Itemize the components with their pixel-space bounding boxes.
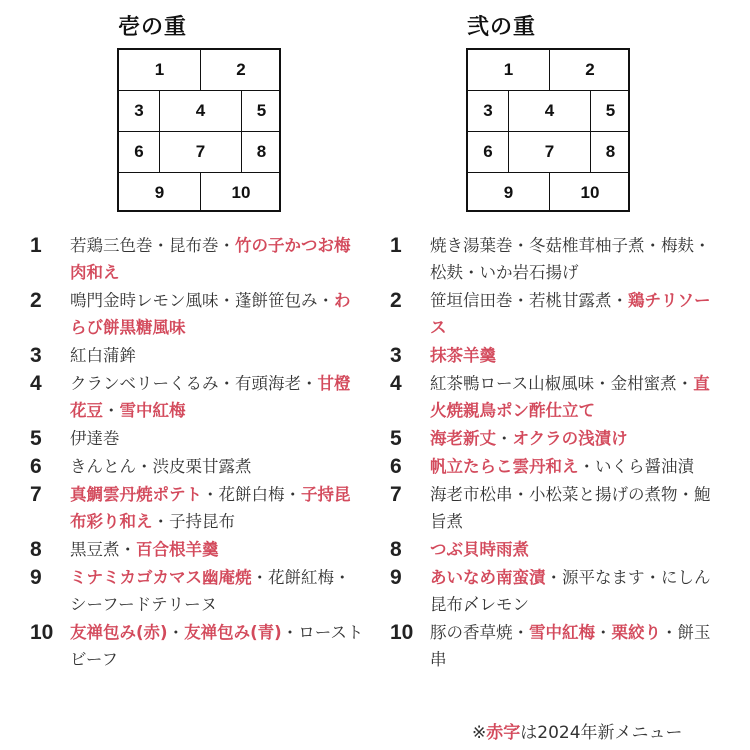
menu-item bbox=[30, 536, 365, 563]
item-number: 6 bbox=[30, 455, 42, 478]
item-number: 8 bbox=[390, 538, 402, 561]
menu-item bbox=[30, 342, 365, 369]
grid-cell-8: 8 bbox=[591, 132, 630, 173]
menu-item bbox=[390, 342, 725, 369]
new-dish-text: 子持昆布彩り和え bbox=[70, 485, 351, 531]
new-dish-text: 友禅包み(青) bbox=[184, 623, 282, 642]
new-dish-text: 甘橙花豆 bbox=[70, 374, 351, 420]
dish-text: 紅茶鴨ロース山椒風味・金柑蜜煮・ bbox=[430, 374, 694, 393]
dish-text: ・ bbox=[496, 429, 513, 448]
grid-cell-6: 6 bbox=[119, 132, 160, 173]
tier2-title: 弐の重 bbox=[467, 15, 537, 40]
item-number: 3 bbox=[390, 344, 402, 367]
item-number: 4 bbox=[30, 372, 42, 395]
new-dish-text: オクラの浅漬け bbox=[512, 429, 628, 448]
item-number: 8 bbox=[30, 538, 42, 561]
menu-item bbox=[30, 425, 365, 452]
item-number: 9 bbox=[30, 566, 42, 589]
dish-text: ・いくら醤油漬 bbox=[578, 457, 694, 476]
item-number: 5 bbox=[390, 427, 402, 450]
dish-text: 焼き湯葉巻・冬菇椎茸柚子煮・梅麸・松麸・いか岩石揚げ bbox=[430, 236, 711, 282]
dish-text: クランベリーくるみ・有頭海老・ bbox=[70, 374, 318, 393]
menu-item bbox=[390, 425, 725, 452]
item-number: 7 bbox=[30, 483, 42, 506]
menu-item bbox=[30, 453, 365, 480]
menu-item bbox=[30, 564, 365, 618]
new-dish-text: つぶ貝時雨煮 bbox=[430, 540, 529, 559]
grid-cell-7: 7 bbox=[160, 132, 242, 173]
item-number: 3 bbox=[30, 344, 42, 367]
dish-text: きんとん・渋皮栗甘露煮 bbox=[70, 457, 252, 476]
dish-text: 若鶏三色巻・昆布巻・ bbox=[70, 236, 235, 255]
tier2-menu-list bbox=[390, 232, 725, 674]
new-dish-text: 雪中紅梅 bbox=[529, 623, 595, 642]
new-dish-text: 鶏チリソース bbox=[430, 291, 711, 337]
grid-cell-1: 1 bbox=[119, 50, 201, 91]
footnote-prefix: ※ bbox=[472, 723, 487, 743]
menu-item bbox=[30, 619, 365, 673]
dish-text: 豚の香草焼・ bbox=[430, 623, 529, 642]
tier1-layout-grid bbox=[117, 48, 281, 212]
dish-text: ・餅玉串 bbox=[430, 623, 711, 669]
new-dish-text: 栗絞り bbox=[611, 623, 661, 642]
dish-text: 鳴門金時レモン風味・蓬餅笹包み・ bbox=[70, 291, 334, 310]
footnote-red-label: 赤字 bbox=[486, 723, 521, 743]
item-number: 6 bbox=[390, 455, 402, 478]
grid-cell-2: 2 bbox=[201, 50, 281, 91]
menu-item bbox=[30, 232, 365, 286]
grid-cell-9: 9 bbox=[468, 173, 550, 212]
dish-text: 海老市松串・小松菜と揚げの煮物・鮑旨煮 bbox=[430, 485, 711, 531]
new-dish-text: 抹茶羊羹 bbox=[430, 346, 496, 365]
dish-text: 紅白蒲鉾 bbox=[70, 346, 136, 365]
dish-text: 笹垣信田巻・若桃甘露煮・ bbox=[430, 291, 628, 310]
new-dish-text: 竹の子かつお梅肉和え bbox=[70, 236, 351, 282]
menu-item bbox=[30, 370, 365, 424]
dish-text: ・花餅白梅・ bbox=[202, 485, 301, 504]
dish-text: ・子持昆布 bbox=[152, 512, 235, 531]
menu-item bbox=[390, 287, 725, 341]
footnote bbox=[472, 718, 683, 743]
footnote-text: は2024年新メニュー bbox=[520, 723, 683, 743]
grid-cell-10: 10 bbox=[580, 182, 600, 202]
item-number: 10 bbox=[30, 621, 54, 644]
menu-item bbox=[30, 481, 365, 535]
new-dish-text: あいなめ南蛮漬 bbox=[430, 568, 546, 587]
menu-item bbox=[390, 370, 725, 424]
dish-text: ・ bbox=[595, 623, 612, 642]
grid-cell-7: 7 bbox=[509, 132, 591, 173]
new-dish-text: 雪中紅梅 bbox=[119, 401, 186, 420]
item-number: 2 bbox=[30, 289, 42, 312]
tier1-title: 壱の重 bbox=[118, 15, 188, 40]
grid-cell-8: 8 bbox=[242, 132, 281, 173]
grid-cell-4: 4 bbox=[509, 91, 591, 132]
grid-cell-3: 3 bbox=[119, 91, 160, 132]
item-number: 5 bbox=[30, 427, 42, 450]
grid-cell-4: 4 bbox=[160, 91, 242, 132]
grid-cell-9: 9 bbox=[119, 173, 201, 212]
menu-item bbox=[390, 481, 725, 535]
new-dish-text: 百合根羊羹 bbox=[136, 540, 219, 559]
item-number: 1 bbox=[390, 234, 402, 257]
item-number: 2 bbox=[390, 289, 402, 312]
dish-text: ・ bbox=[103, 401, 120, 420]
item-number: 4 bbox=[390, 372, 402, 395]
menu-item bbox=[390, 564, 725, 618]
menu-item bbox=[390, 232, 725, 286]
new-dish-text: わらび餅黒糖風味 bbox=[70, 291, 351, 337]
item-number: 7 bbox=[390, 483, 402, 506]
grid-cell-10: 10 bbox=[231, 182, 251, 202]
grid-cell-1: 1 bbox=[468, 50, 550, 91]
dish-text: ・源平なます・にしん昆布〆レモン bbox=[430, 568, 711, 614]
new-dish-text: ミナミカゴカマス幽庵焼 bbox=[70, 568, 252, 587]
item-number: 1 bbox=[30, 234, 42, 257]
grid-cell-3: 3 bbox=[468, 91, 509, 132]
menu-item bbox=[390, 619, 725, 673]
new-dish-text: 真鯛雲丹焼ポテト bbox=[70, 485, 202, 504]
menu-item bbox=[390, 453, 725, 480]
menu-item bbox=[390, 536, 725, 563]
grid-cell-2: 2 bbox=[550, 50, 630, 91]
new-dish-text: 直火焼親鳥ポン酢仕立て bbox=[430, 374, 710, 420]
new-dish-text: 友禅包み(赤) bbox=[70, 623, 168, 642]
tier1-menu-list bbox=[30, 232, 365, 674]
grid-cell-5: 5 bbox=[591, 91, 630, 132]
item-number: 10 bbox=[390, 621, 414, 644]
dish-text: 黒豆煮・ bbox=[70, 540, 136, 559]
dish-text: 伊達巻 bbox=[70, 429, 120, 448]
new-dish-text: 帆立たらこ雲丹和え bbox=[430, 457, 579, 476]
grid-cell-5: 5 bbox=[242, 91, 281, 132]
dish-text: ・ローストビーフ bbox=[70, 623, 364, 669]
new-dish-text: 海老新丈 bbox=[430, 429, 496, 448]
item-number: 9 bbox=[390, 566, 402, 589]
dish-text: ・花餅紅梅・シーフードテリーヌ bbox=[70, 568, 351, 614]
grid-cell-6: 6 bbox=[468, 132, 509, 173]
dish-text: ・ bbox=[167, 623, 185, 642]
menu-item bbox=[30, 287, 365, 341]
tier2-layout-grid bbox=[466, 48, 630, 212]
